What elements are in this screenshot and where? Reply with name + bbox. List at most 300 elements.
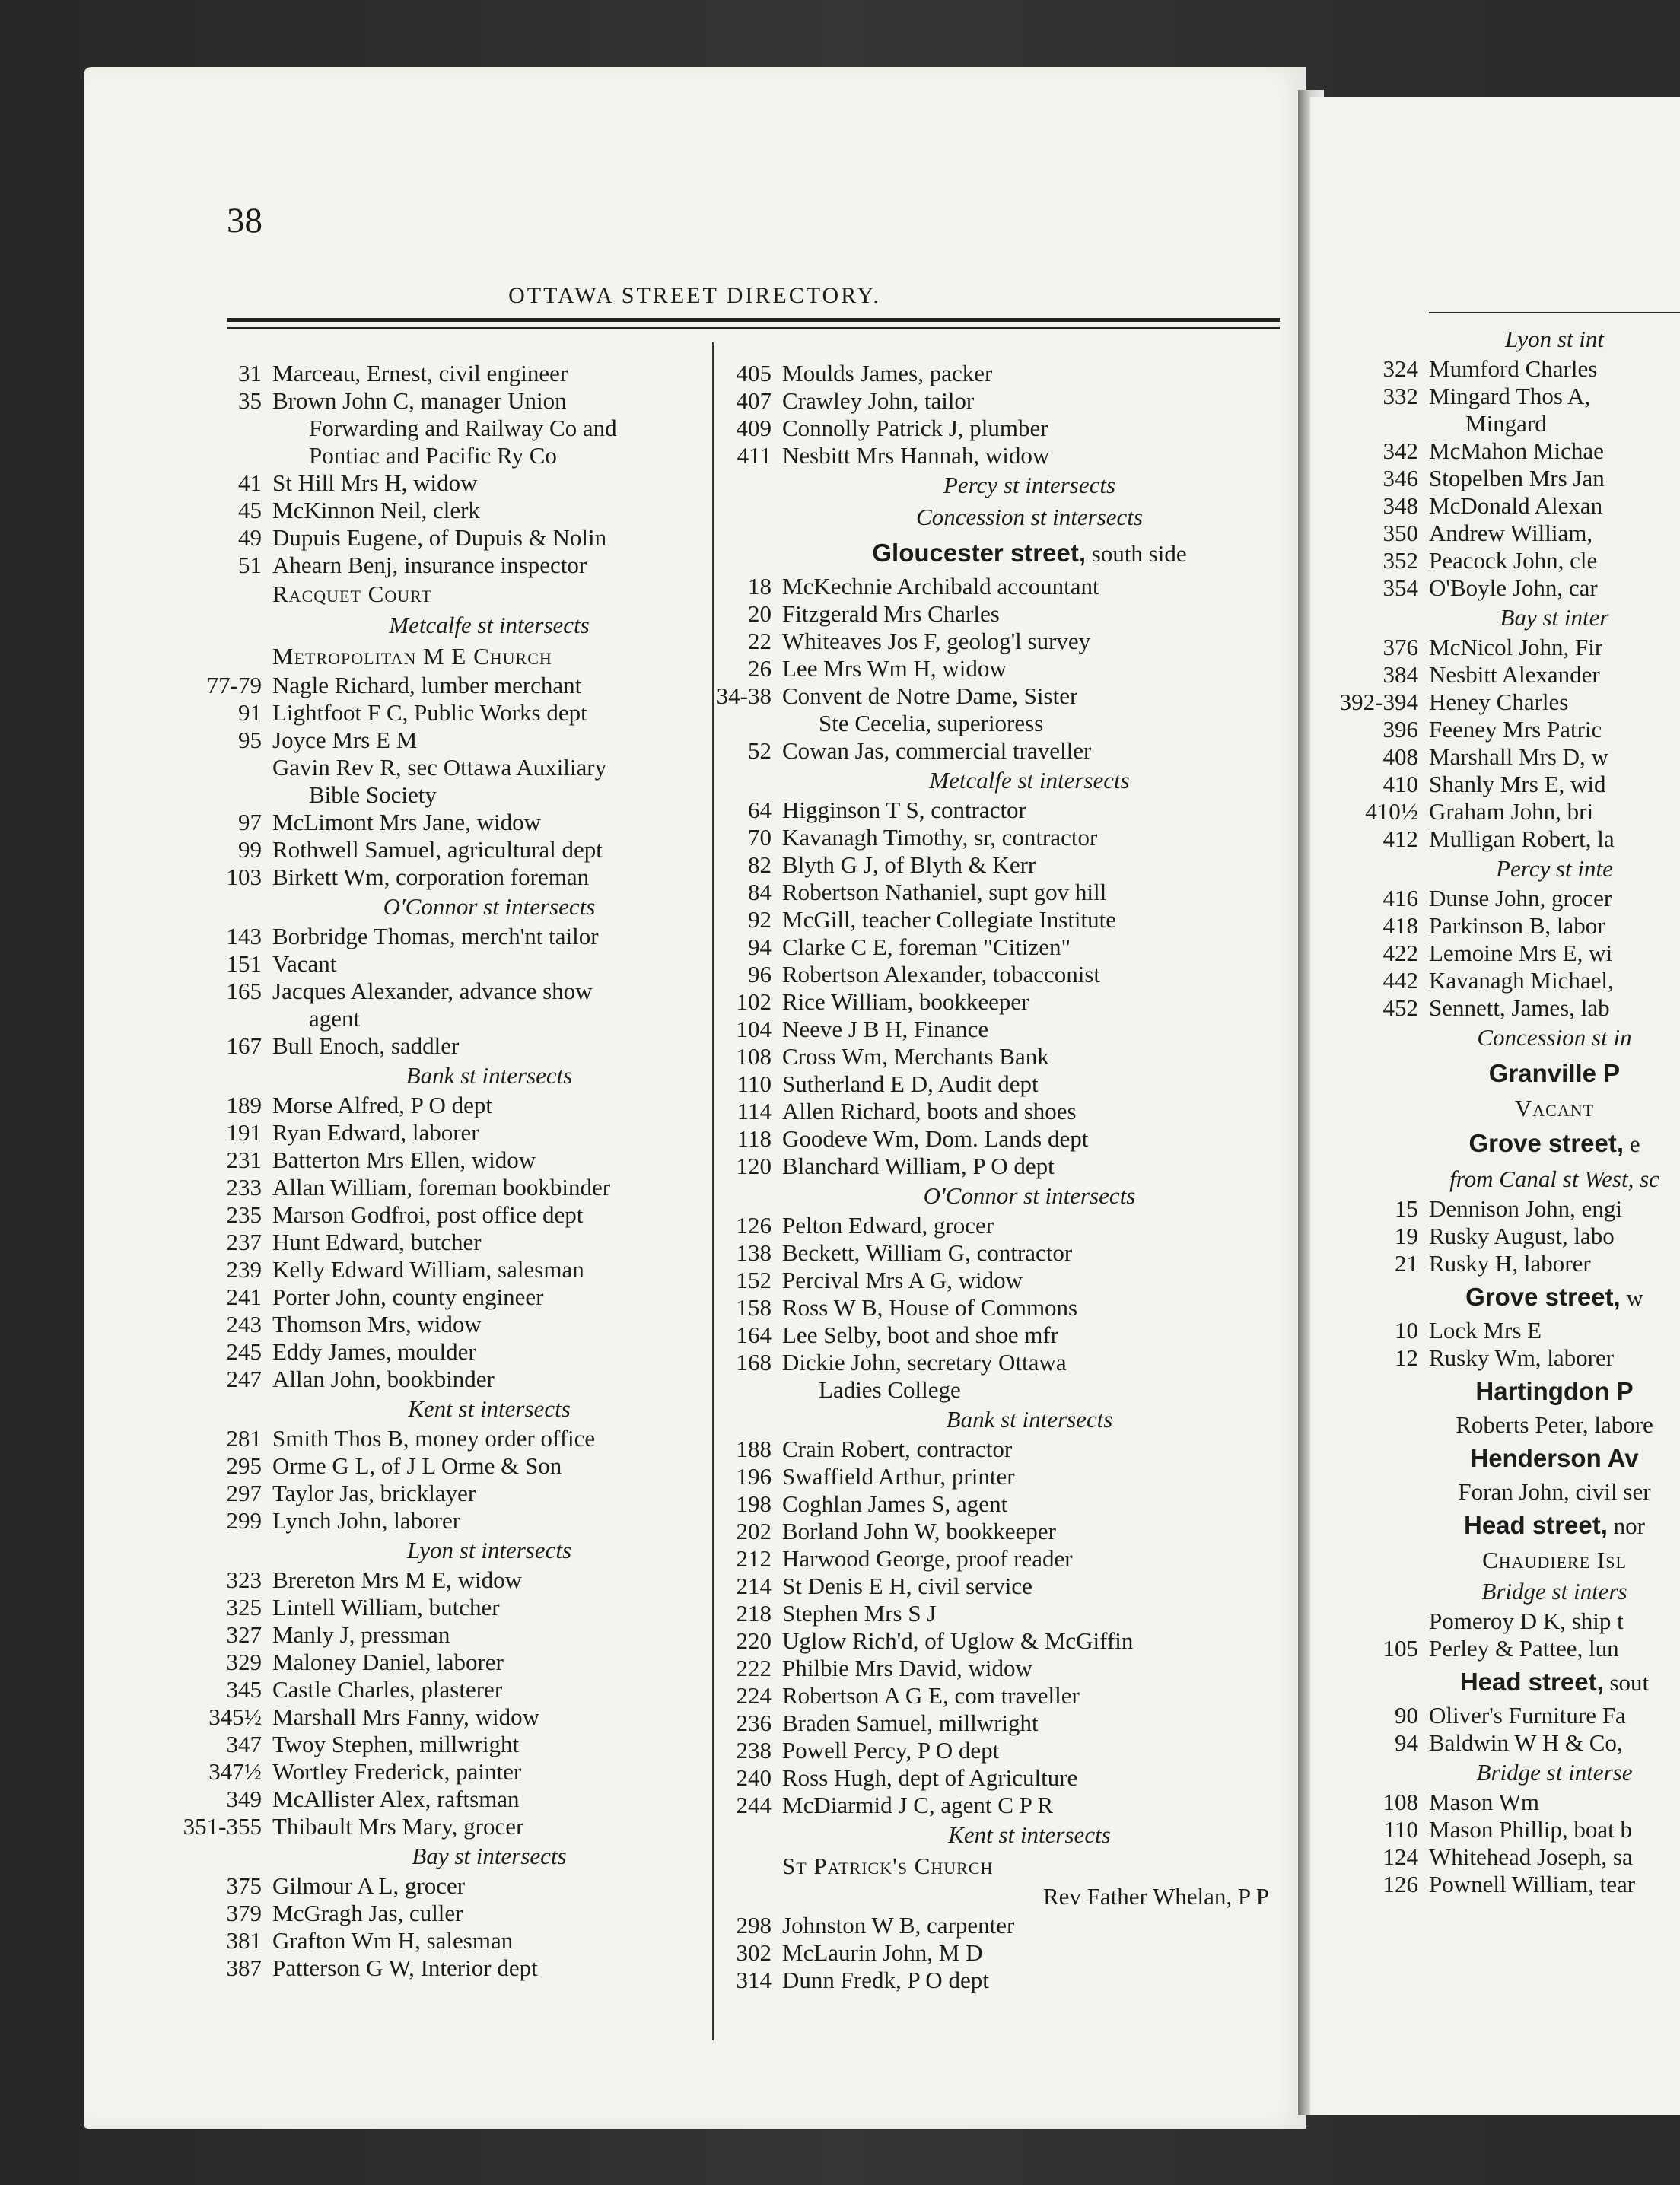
resident-text: Blyth G J, of Blyth & Kerr <box>782 851 1036 878</box>
institution-name: Metropolitan M E Church <box>272 643 552 669</box>
street-heading <box>1429 1054 1680 1093</box>
house-number: 110 <box>1383 1816 1418 1843</box>
resident-text: Batterton Mrs Ellen, widow <box>272 1147 536 1173</box>
house-number: 233 <box>226 1174 262 1201</box>
directory-entry <box>226 1311 706 1338</box>
right-page <box>1310 97 1680 2115</box>
house-number: 164 <box>736 1321 772 1348</box>
directory-entry <box>226 1366 706 1393</box>
resident-text: Lintell William, butcher <box>272 1594 500 1620</box>
directory-entry: Roberts Peter, labore <box>1456 1411 1653 1438</box>
resident-text: McMahon Michae <box>1429 437 1604 464</box>
directory-entry <box>748 851 1277 879</box>
house-number: 345 <box>226 1676 262 1703</box>
house-number: 158 <box>736 1294 772 1321</box>
resident-text: Orme G L, of J L Orme & Son <box>272 1452 562 1479</box>
resident-text: Swaffield Arthur, printer <box>782 1463 1015 1490</box>
house-number: 104 <box>736 1016 772 1042</box>
resident-text: Dennison John, engi <box>1429 1195 1623 1222</box>
directory-entry <box>226 1174 706 1201</box>
middle-column <box>716 360 1277 1994</box>
house-number: 245 <box>226 1338 262 1365</box>
directory-entry <box>226 1594 706 1621</box>
house-number: 323 <box>226 1566 262 1593</box>
directory-entry <box>1382 492 1680 520</box>
directory-entry <box>736 1267 1277 1294</box>
resident-text: Kavanagh Timothy, sr, contractor <box>782 824 1098 851</box>
house-number: 220 <box>736 1627 772 1654</box>
house-number: 236 <box>736 1710 772 1736</box>
house-number: 329 <box>226 1649 262 1675</box>
intersection-note: O'Connor st intersects <box>383 893 596 920</box>
resident-text: Clarke C E, foreman "Citizen" <box>782 933 1071 960</box>
house-number: 345½ <box>208 1703 262 1730</box>
directory-entry <box>1395 1344 1680 1372</box>
intersection-note: Metcalfe st intersects <box>929 767 1130 794</box>
right-column <box>1339 323 1680 1898</box>
directory-entry <box>1382 547 1680 574</box>
resident-text: Ryan Edward, laborer <box>272 1119 479 1146</box>
directory-entry <box>748 824 1277 851</box>
house-number: 244 <box>736 1792 772 1818</box>
resident-text: McKinnon Neil, clerk <box>272 497 480 523</box>
directory-entry <box>226 950 706 978</box>
house-number: 120 <box>736 1153 772 1179</box>
house-number: 302 <box>736 1939 772 1966</box>
directory-entry <box>1395 1317 1680 1344</box>
street-heading <box>1429 1124 1680 1163</box>
left-column <box>183 360 706 1982</box>
resident-text: Braden Samuel, millwright <box>782 1710 1039 1736</box>
resident-text: Stopelben Mrs Jan <box>1429 465 1605 491</box>
directory-entry <box>238 699 706 727</box>
house-number: 409 <box>736 415 772 441</box>
intersection-note: Bay st intersects <box>412 1843 567 1869</box>
directory-entry <box>1395 1250 1680 1277</box>
resident-text: Beckett, William G, contractor <box>782 1239 1073 1266</box>
directory-entry <box>737 442 1277 469</box>
resident-text: Robertson Nathaniel, supt gov hill <box>782 879 1107 905</box>
directory-entry <box>238 469 706 497</box>
directory-entry <box>226 1452 706 1480</box>
house-number: 418 <box>1382 912 1418 939</box>
institution-detail: Rev Father Whelan, P P <box>1042 1883 1269 1910</box>
institution-name: St Patrick's Church <box>782 1853 994 1879</box>
house-number: 31 <box>238 360 262 386</box>
resident-text: Grafton Wm H, salesman <box>272 1927 514 1954</box>
directory-entry <box>226 1954 706 1982</box>
house-number: 108 <box>1382 1789 1418 1815</box>
directory-entry <box>736 1600 1277 1627</box>
directory-entry <box>736 1463 1277 1490</box>
directory-entry <box>736 1573 1277 1600</box>
resident-text: Parkinson B, labor <box>1429 912 1605 939</box>
resident-text: Nesbitt Alexander <box>1429 661 1600 688</box>
resident-text: Thomson Mrs, widow <box>272 1311 482 1337</box>
house-number: 52 <box>748 737 772 764</box>
resident-text: Andrew William, <box>1429 520 1593 546</box>
house-number: 349 <box>226 1786 262 1812</box>
house-number: 299 <box>226 1507 262 1534</box>
house-number: 97 <box>238 809 262 835</box>
intersection-note: Lyon st int <box>1505 326 1604 352</box>
directory-entry <box>736 1212 1277 1239</box>
resident-text: Cross Wm, Merchants Bank <box>782 1043 1049 1070</box>
directory-entry <box>226 1119 706 1147</box>
resident-text: Rusky Wm, laborer <box>1429 1344 1615 1371</box>
resident-text: Lightfoot F C, Public Works dept <box>272 699 587 726</box>
resident-text: Percival Mrs A G, widow <box>782 1267 1023 1293</box>
directory-entry <box>736 988 1277 1016</box>
directory-entry <box>226 1786 706 1813</box>
directory-entry <box>1395 1195 1680 1223</box>
house-number: 77-79 <box>206 672 262 698</box>
house-number: 381 <box>226 1927 262 1954</box>
street-side: nor <box>1607 1512 1645 1539</box>
street-heading <box>1429 1372 1680 1411</box>
house-number: 143 <box>226 923 262 949</box>
resident-text: Smith Thos B, money order office <box>272 1425 596 1452</box>
house-number: 405 <box>736 360 772 386</box>
house-number: 96 <box>748 961 772 988</box>
intersection-note: O'Connor st intersects <box>923 1182 1136 1209</box>
intersection-note: from Canal st West, sc <box>1449 1166 1659 1192</box>
directory-entry <box>208 1703 706 1731</box>
directory-entry <box>1382 994 1680 1022</box>
house-number: 64 <box>748 797 772 823</box>
directory-entry <box>1382 634 1680 661</box>
resident-text: Sutherland E D, Audit dept <box>782 1070 1039 1097</box>
directory-entry <box>737 1070 1277 1098</box>
left-page <box>84 67 1306 2129</box>
house-number: 94 <box>748 933 772 960</box>
directory-entry <box>1395 1729 1680 1757</box>
directory-entry <box>1383 1816 1680 1843</box>
resident-text: St Denis E H, civil service <box>782 1573 1032 1599</box>
house-number: 168 <box>736 1349 772 1376</box>
resident-text: Ross W B, House of Commons <box>782 1294 1078 1321</box>
house-number: 15 <box>1395 1195 1418 1222</box>
resident-text: Gilmour A L, grocer <box>272 1872 466 1899</box>
resident-text: McGragh Jas, culler <box>272 1900 463 1926</box>
directory-entry <box>1382 967 1680 994</box>
resident-text: Dickie John, secretary Ottawa <box>782 1349 1067 1376</box>
directory-entry: Foran John, civil ser <box>1458 1478 1651 1505</box>
house-number: 90 <box>1395 1702 1418 1729</box>
directory-entry <box>206 672 706 699</box>
street-heading <box>1429 1506 1680 1545</box>
resident-text: Higginson T S, contractor <box>782 797 1026 823</box>
house-number: 411 <box>737 442 772 469</box>
resident-text: Borland John W, bookkeeper <box>782 1518 1056 1544</box>
directory-entry <box>736 1627 1277 1655</box>
resident-text: Pomeroy D K, ship t <box>1429 1608 1624 1634</box>
resident-text: Joyce Mrs E M <box>272 727 418 753</box>
house-number: 218 <box>736 1600 772 1627</box>
resident-text: Lynch John, laborer <box>272 1507 461 1534</box>
directory-entry <box>748 655 1277 682</box>
resident-text: Gavin Rev R, sec Ottawa Auxiliary <box>272 754 607 781</box>
directory-entry <box>226 978 706 1005</box>
resident-text: Pelton Edward, grocer <box>782 1212 994 1239</box>
street-side: w <box>1620 1284 1643 1311</box>
directory-entry <box>226 1092 706 1119</box>
intersection-note: Kent st intersects <box>948 1821 1111 1848</box>
resident-text: McDonald Alexan <box>1429 492 1603 519</box>
house-number: 22 <box>748 628 772 654</box>
directory-entry <box>736 1737 1277 1764</box>
directory-entry <box>1429 1608 1680 1635</box>
resident-text: Manly J, pressman <box>272 1621 450 1648</box>
resident-text: Dunn Fredk, P O dept <box>782 1967 989 1993</box>
resident-text: Goodeve Wm, Dom. Lands dept <box>782 1125 1089 1152</box>
directory-entry <box>183 1813 706 1840</box>
house-number: 408 <box>1382 743 1418 770</box>
house-number: 70 <box>748 824 772 851</box>
resident-text: Taylor Jas, bricklayer <box>272 1480 476 1506</box>
resident-text: Mulligan Robert, la <box>1429 825 1615 852</box>
house-number: 51 <box>238 552 262 578</box>
directory-entry <box>736 1682 1277 1710</box>
house-number: 332 <box>1382 383 1418 409</box>
directory-entry <box>748 573 1277 600</box>
resident-text: Wortley Frederick, painter <box>272 1758 522 1785</box>
resident-text: Heney Charles <box>1429 689 1569 715</box>
resident-text: Marceau, Ernest, civil engineer <box>272 360 568 386</box>
street-heading <box>1429 1662 1680 1702</box>
directory-entry <box>1382 1843 1680 1871</box>
directory-entry <box>226 864 706 891</box>
directory-entry <box>238 524 706 552</box>
resident-text: McLimont Mrs Jane, widow <box>272 809 542 835</box>
resident-text: Marshall Mrs Fanny, widow <box>272 1703 540 1730</box>
resident-text: Patterson G W, Interior dept <box>272 1954 538 1981</box>
directory-entry <box>737 1098 1277 1125</box>
resident-text: Sennett, James, lab <box>1429 994 1610 1021</box>
house-number: 392-394 <box>1339 689 1418 715</box>
house-number: 352 <box>1382 547 1418 574</box>
house-number: 222 <box>736 1655 772 1681</box>
resident-text: Crawley John, tailor <box>782 387 975 414</box>
house-number: 379 <box>226 1900 262 1926</box>
directory-entry <box>736 1043 1277 1070</box>
resident-text: Allan William, foreman bookbinder <box>272 1174 611 1201</box>
house-number: 347½ <box>208 1758 262 1785</box>
street-side: e <box>1624 1131 1640 1157</box>
resident-text: Nagle Richard, lumber merchant <box>272 672 582 698</box>
house-number: 167 <box>226 1032 262 1059</box>
house-number: 102 <box>736 988 772 1015</box>
directory-entry <box>748 879 1277 906</box>
house-number: 108 <box>736 1043 772 1070</box>
directory-entry <box>1382 825 1680 853</box>
directory-entry <box>736 1655 1277 1682</box>
directory-entry <box>748 961 1277 988</box>
house-number: 327 <box>226 1621 262 1648</box>
directory-entry <box>1382 574 1680 602</box>
resident-text: Allan John, bookbinder <box>272 1366 495 1392</box>
resident-text: O'Boyle John, car <box>1429 574 1598 601</box>
directory-entry <box>748 737 1277 765</box>
directory-entry <box>736 1490 1277 1518</box>
house-number: 351-355 <box>183 1813 262 1840</box>
directory-entry <box>226 1032 706 1060</box>
directory-entry <box>226 1338 706 1366</box>
directory-entry <box>226 1731 706 1758</box>
directory-entry <box>272 754 706 781</box>
street-name: Granville P <box>1488 1059 1621 1087</box>
directory-entry <box>238 387 706 415</box>
street-side: sout <box>1603 1669 1650 1696</box>
directory-entry <box>1382 383 1680 410</box>
house-number: 239 <box>226 1256 262 1283</box>
resident-text: Pownell William, tear <box>1429 1871 1636 1897</box>
house-number: 138 <box>736 1239 772 1266</box>
intersection-note: Bridge st inters <box>1481 1578 1628 1605</box>
resident-text: McNicol John, Fir <box>1429 634 1603 660</box>
directory-entry <box>1395 1702 1680 1729</box>
directory-entry <box>748 797 1277 824</box>
house-number: 41 <box>238 469 262 496</box>
directory-entry <box>1382 465 1680 492</box>
resident-text: Kelly Edward William, salesman <box>272 1256 584 1283</box>
directory-entry <box>736 1436 1277 1463</box>
street-heading <box>1429 1439 1680 1478</box>
directory-entry <box>736 1349 1277 1376</box>
resident-text: Blanchard William, P O dept <box>782 1153 1055 1179</box>
intersection-note: Bridge st interse <box>1476 1759 1633 1786</box>
house-number: 82 <box>748 851 772 878</box>
street-name: Grove street, <box>1468 1129 1624 1157</box>
house-number: 118 <box>737 1125 772 1152</box>
directory-entry <box>736 1939 1277 1967</box>
house-number: 92 <box>748 906 772 933</box>
resident-text: Mason Wm <box>1429 1789 1539 1815</box>
directory-entry <box>736 1792 1277 1819</box>
house-number: 49 <box>238 524 262 551</box>
resident-text: Thibault Mrs Mary, grocer <box>272 1813 524 1840</box>
house-number: 126 <box>1382 1871 1418 1897</box>
street-heading <box>1429 1277 1680 1317</box>
house-number: 12 <box>1395 1344 1418 1371</box>
resident-text: Crain Robert, contractor <box>782 1436 1013 1462</box>
house-number: 235 <box>226 1201 262 1228</box>
house-number: 191 <box>226 1119 262 1146</box>
directory-entry <box>238 360 706 387</box>
intersection-note: Bank st intersects <box>406 1062 573 1089</box>
directory-entry <box>1382 716 1680 743</box>
resident-text: Johnston W B, carpenter <box>782 1912 1015 1939</box>
directory-entry <box>208 1758 706 1786</box>
house-number: 396 <box>1382 716 1418 743</box>
house-number: 342 <box>1382 437 1418 464</box>
directory-entry <box>1365 798 1680 825</box>
resident-text: Fitzgerald Mrs Charles <box>782 600 1000 627</box>
resident-text: Brereton Mrs M E, widow <box>272 1566 523 1593</box>
resident-text: Castle Charles, plasterer <box>272 1676 503 1703</box>
entry-continuation: Pontiac and Pacific Ry Co <box>309 442 557 469</box>
house-number: 10 <box>1395 1317 1418 1344</box>
house-number: 347 <box>226 1731 262 1757</box>
directory-entry <box>736 1764 1277 1792</box>
resident-text: Graham John, bri <box>1429 798 1594 825</box>
house-number: 165 <box>226 978 262 1004</box>
intersection-note: Lyon st intersects <box>406 1537 572 1563</box>
house-number: 214 <box>736 1573 772 1599</box>
resident-text: Rice William, bookkeeper <box>782 988 1029 1015</box>
directory-entry <box>736 1153 1277 1180</box>
directory-entry <box>1382 661 1680 689</box>
directory-entry <box>1382 520 1680 547</box>
directory-entry <box>1382 743 1680 771</box>
street-name: Henderson Av <box>1470 1444 1639 1472</box>
institution-name: Chaudiere Isl <box>1482 1547 1627 1573</box>
directory-entry <box>737 1125 1277 1153</box>
house-number: 91 <box>238 699 262 726</box>
house-number: 350 <box>1382 520 1418 546</box>
institution-name: Racquet Court <box>272 580 432 607</box>
house-number: 212 <box>736 1545 772 1572</box>
resident-text: Moulds James, packer <box>782 360 993 386</box>
house-number: 35 <box>238 387 262 414</box>
house-number: 247 <box>226 1366 262 1392</box>
resident-text: Convent de Notre Dame, Sister <box>782 682 1078 709</box>
house-number: 189 <box>226 1092 262 1118</box>
resident-text: Neeve J B H, Finance <box>782 1016 989 1042</box>
directory-entry <box>748 933 1277 961</box>
street-heading <box>782 533 1277 573</box>
intersection-note: Concession st intersects <box>916 504 1143 530</box>
directory-entry <box>226 1229 706 1256</box>
directory-entry <box>226 1425 706 1452</box>
house-number: 114 <box>737 1098 772 1124</box>
house-number: 126 <box>736 1212 772 1239</box>
resident-text: Rusky August, labo <box>1429 1223 1615 1249</box>
directory-entry <box>736 1710 1277 1737</box>
intersection-note: Percy st intersects <box>943 472 1116 498</box>
resident-text: Oliver's Furniture Fa <box>1429 1702 1626 1729</box>
resident-text: Eddy James, moulder <box>272 1338 476 1365</box>
house-number: 325 <box>226 1594 262 1620</box>
street-name: Head street, <box>1459 1668 1604 1696</box>
resident-text: Coghlan James S, agent <box>782 1490 1008 1517</box>
house-number: 110 <box>737 1070 772 1097</box>
directory-entry <box>226 923 706 950</box>
house-number: 387 <box>226 1954 262 1981</box>
column-separator <box>712 342 714 2040</box>
resident-text: Hunt Edward, butcher <box>272 1229 482 1255</box>
resident-text: Dunse John, grocer <box>1429 885 1612 911</box>
resident-text: Mingard Thos A, <box>1429 383 1591 409</box>
directory-entry <box>1382 355 1680 383</box>
house-number: 151 <box>226 950 262 977</box>
house-number: 198 <box>736 1490 772 1517</box>
intersection-note: Metcalfe st intersects <box>389 612 590 638</box>
directory-entry <box>226 1676 706 1703</box>
house-number: 375 <box>226 1872 262 1899</box>
directory-entry <box>736 415 1277 442</box>
resident-text: Whiteaves Jos F, geolog'l survey <box>782 628 1091 654</box>
entry-continuation: Ste Cecelia, superioress <box>819 710 1044 736</box>
resident-text: McAllister Alex, raftsman <box>272 1786 520 1812</box>
house-number: 103 <box>226 864 262 890</box>
house-number: 410 <box>1382 771 1418 797</box>
directory-entry <box>226 1283 706 1311</box>
house-number: 243 <box>226 1311 262 1337</box>
resident-text: Connolly Patrick J, plumber <box>782 415 1048 441</box>
resident-text: McGill, teacher Collegiate Institute <box>782 906 1117 933</box>
resident-text: McDiarmid J C, agent C P R <box>782 1792 1054 1818</box>
